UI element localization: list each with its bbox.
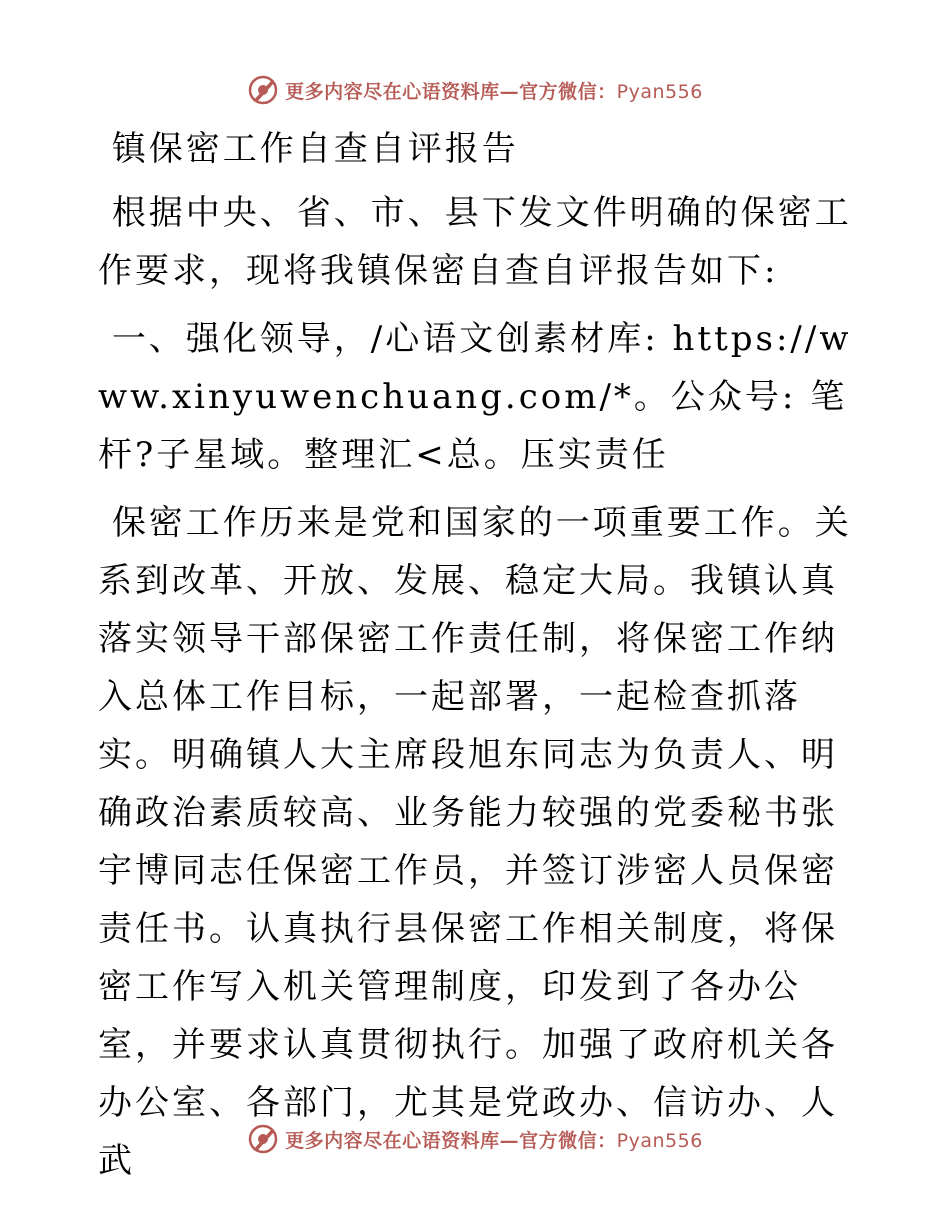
quill-logo-icon: [247, 1123, 279, 1155]
section-heading-1: 一、强化领导，/心语文创素材库: https://www.xinyuwenchuang.com/*。公众号: 笔杆?子星域。整理汇<总。压实责任: [98, 319, 852, 475]
header-watermark: [0, 70, 950, 110]
footer-watermark: [0, 1119, 950, 1159]
document-body: [98, 120, 858, 1190]
watermark-text: 更多内容尽在心语资料库—官方微信：Pyan556: [285, 80, 703, 103]
document-title: 镇保密工作自查自评报告: [98, 129, 519, 169]
body-paragraph: 保密工作历来是党和国家的一项重要工作。关系到改革、开放、发展、稳定大局。我镇认真落实领导干部保密工作责任制，将保密工作纳入总体工作目标，一起部署，一起检查抓落实。明确镇人大主席段旭东同志为负责人、明确政治素质较高、业务能力较强的党委秘书张宇博同志任保密工作员，并签订涉密人员保密责任书。认真执行县保密工作相关制度，将保密工作写入机关管理制度，印发到了各办公室，并要求认真贯彻执行。加强了政府机关各办公室、各部门，尤其是党政办、信访办、人武: [98, 503, 852, 1181]
quill-logo-icon: [247, 74, 279, 106]
intro-paragraph: 根据中央、省、市、县下发文件明确的保密工作要求，现将我镇保密自查自评报告如下:: [98, 193, 852, 291]
watermark-text: 更多内容尽在心语资料库—官方微信：Pyan556: [285, 1129, 703, 1152]
